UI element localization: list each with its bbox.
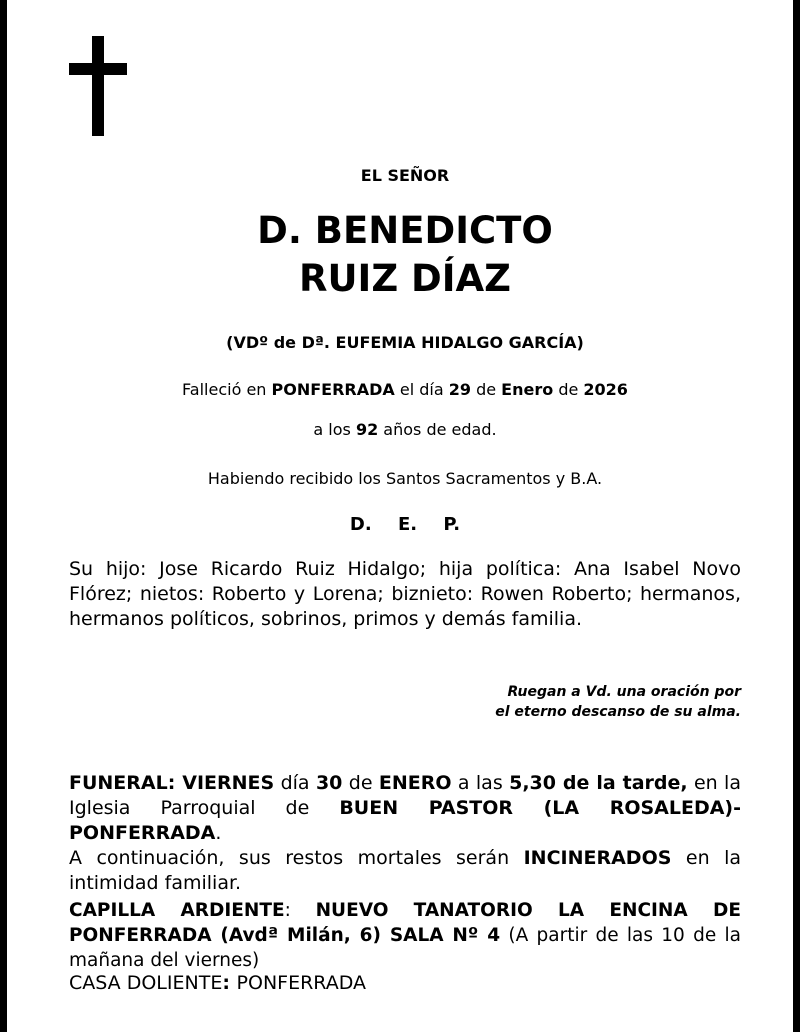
death-mid2: de	[471, 380, 502, 399]
family-paragraph: Su hijo: Jose Ricardo Ruiz Hidalgo; hija política: Ana Isabel Novo Flórez; nietos: Roberto y Lorena; biznieto: Rowen Roberto; hermanos, hermanos políticos, sobrinos, primos y demás familia.	[69, 558, 741, 630]
prayer-line1: Ruegan a Vd. una oración por	[507, 684, 741, 700]
funeral-text4: en la Iglesia Parroquial de	[69, 772, 741, 819]
house-line	[69, 972, 366, 994]
funeral-text5: .	[215, 822, 222, 844]
sacraments-line: Habiendo recibido los Santos Sacramentos y B.A.	[207, 469, 603, 488]
house-label: CASA DOLIENTE	[69, 972, 223, 994]
death-place: PONFERRADA	[271, 380, 395, 399]
chapel-note: (A partir de las 10 de la mañana del viernes)	[69, 925, 741, 971]
obituary-page	[7, 0, 793, 1032]
chapel-label: CAPILLA ARDIENTE	[69, 900, 285, 921]
deceased-name-line2: RUIZ DÍAZ	[299, 257, 511, 300]
chapel-paragraph	[69, 898, 741, 973]
death-mid3: de	[553, 380, 584, 399]
cross-vertical-bar	[92, 36, 104, 136]
death-mid1: el día	[394, 380, 449, 399]
age-value: 92	[355, 420, 379, 439]
age-prefix: a los	[313, 420, 356, 439]
age-suffix: años de edad.	[383, 420, 497, 439]
death-line	[69, 380, 741, 399]
funeral-time: 5,30 de la tarde,	[509, 772, 688, 794]
death-day: 29	[448, 380, 471, 399]
prayer-line2: el eterno descanso de su alma.	[495, 704, 741, 720]
funeral-paragraph	[69, 771, 741, 896]
funeral-incinerated: INCINERADOS	[523, 847, 672, 869]
widow-note: (VDº de Dª. EUFEMIA HIDALGO GARCÍA)	[226, 333, 584, 352]
header-title: EL SEÑOR	[360, 166, 450, 185]
cross-icon	[69, 36, 127, 136]
funeral-text6: A continuación, sus restos mortales serán	[69, 847, 524, 869]
funeral-church: BUEN PASTOR (LA ROSALEDA)-PONFERRADA	[69, 797, 741, 844]
house-colon: :	[222, 972, 237, 994]
funeral-text1: día	[274, 772, 316, 794]
funeral-label: FUNERAL: VIERNES	[69, 772, 275, 794]
funeral-text7: en la intimidad familiar.	[69, 847, 741, 894]
chapel-colon: :	[284, 900, 316, 921]
house-value: PONFERRADA	[236, 972, 367, 994]
deceased-name-line1: D. BENEDICTO	[257, 209, 553, 252]
funeral-text2: de	[342, 772, 379, 794]
funeral-month: ENERO	[378, 772, 452, 794]
cross-horizontal-bar	[69, 63, 127, 75]
death-prefix: Falleció en	[182, 380, 272, 399]
dep-line: D. E. P.	[349, 514, 461, 535]
age-line	[69, 420, 741, 439]
death-month: Enero	[501, 380, 554, 399]
funeral-day: 30	[315, 772, 343, 794]
chapel-place: NUEVO TANATORIO LA ENCINA DE PONFERRADA (Avdª Milán, 6) SALA Nº 4	[69, 900, 741, 946]
death-year: 2026	[583, 380, 628, 399]
funeral-text3: a las	[451, 772, 510, 794]
prayer-request	[341, 682, 741, 722]
